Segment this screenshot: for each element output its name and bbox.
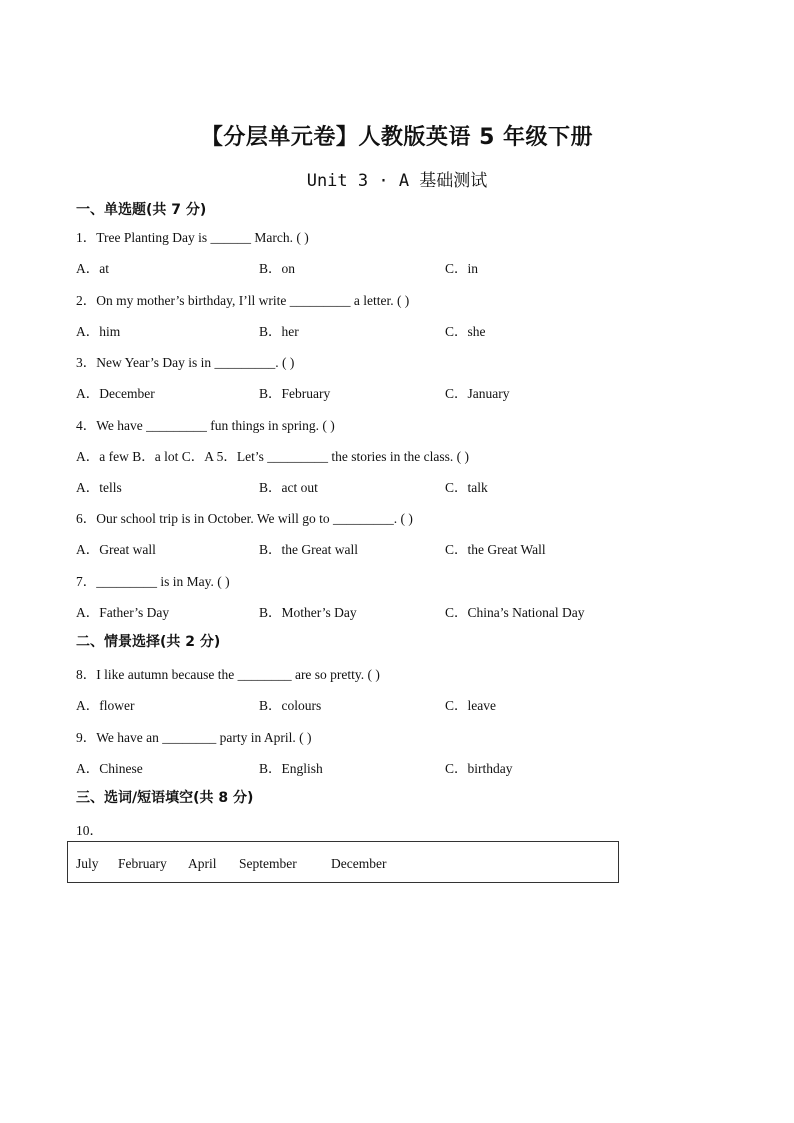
q1-option-a: A．at — [76, 261, 109, 276]
q5-option-a: A．tells — [76, 480, 122, 495]
q5-option-b: B．act out — [259, 480, 318, 495]
q7-option-b: B．Mother’s Day — [259, 605, 357, 620]
q1-option-b: B．on — [259, 261, 296, 276]
question-9: 9．We have an ________ party in April. ( ) — [76, 730, 312, 745]
section-heading-fill-in: 三、选词/短语填空(共 8 分) — [76, 790, 254, 806]
q8-option-c: C．leave — [445, 698, 496, 713]
word-bank-item: February — [118, 856, 167, 871]
q3-option-c: C．January — [445, 386, 510, 401]
q2-option-b: B．her — [259, 324, 299, 339]
question-10: 10． — [76, 823, 103, 838]
q2-option-c: C．she — [445, 324, 486, 339]
q9-option-a: A．Chinese — [76, 761, 143, 776]
q2-option-a: A．him — [76, 324, 121, 339]
q8-option-b: B．colours — [259, 698, 322, 713]
question-7: 7．_________ is in May. ( ) — [76, 574, 230, 589]
q9-option-c: C．birthday — [445, 761, 513, 776]
word-bank-item: April — [188, 856, 217, 871]
q1-option-c: C．in — [445, 261, 479, 276]
question-8: 8．I like autumn because the ________ are so pretty. ( ) — [76, 667, 380, 682]
word-bank-item: September — [239, 856, 297, 871]
question-4: 4．We have _________ fun things in spring. ( ) — [76, 418, 335, 433]
q6-option-a: A．Great wall — [76, 542, 156, 557]
q3-option-a: A．December — [76, 386, 155, 401]
word-bank-item: December — [331, 856, 387, 871]
question-6: 6．Our school trip is in October. We will go to _________. ( ) — [76, 511, 413, 526]
q7-option-c: C．China’s National Day — [445, 605, 585, 620]
question-3: 3．New Year’s Day is in _________. ( ) — [76, 355, 295, 370]
q3-option-b: B．February — [259, 386, 331, 401]
question-2: 2．On my mother’s birthday, I’ll write _________ a letter. ( ) — [76, 293, 410, 308]
word-bank-item: July — [76, 856, 99, 871]
page-subtitle: Unit 3 · A 基础测试 — [306, 171, 488, 191]
q5-option-c: C．talk — [445, 480, 488, 495]
section-heading-single-choice: 一、单选题(共 7 分) — [76, 202, 207, 218]
q7-option-a: A．Father’s Day — [76, 605, 170, 620]
q8-option-a: A．flower — [76, 698, 135, 713]
question-1: 1．Tree Planting Day is ______ March. ( ) — [76, 230, 309, 245]
q6-option-b: B．the Great wall — [259, 542, 358, 557]
q9-option-b: B．English — [259, 761, 323, 776]
q4-options-and-question-5: A．a few B．a lot C．A 5．Let’s _________ the stories in the class. ( ) — [76, 449, 469, 464]
page-title: 【分层单元卷】人教版英语 5 年级下册 — [200, 125, 594, 150]
q6-option-c: C．the Great Wall — [445, 542, 546, 557]
section-heading-situational: 二、情景选择(共 2 分) — [76, 634, 221, 650]
